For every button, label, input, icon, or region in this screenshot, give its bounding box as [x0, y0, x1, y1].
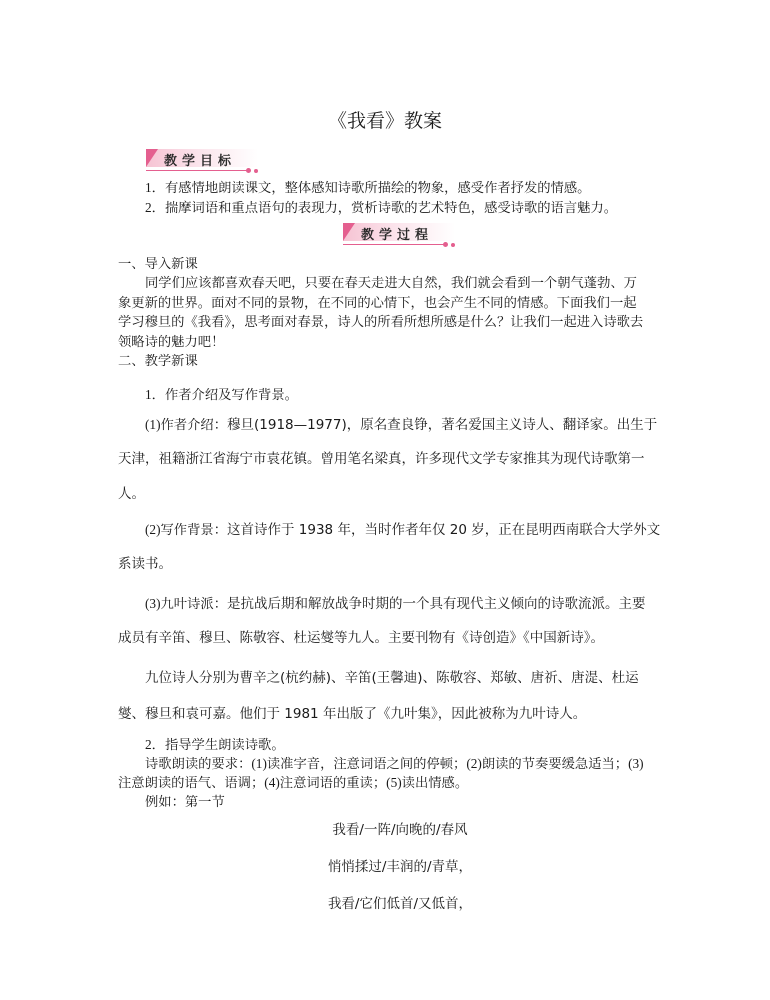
intro-line: 领略诗的魅力吧！ — [118, 334, 225, 349]
banner-dot-icon — [451, 243, 455, 247]
intro-line: 学习穆旦的《我看》，思考面对春景，诗人的所看所想所感是什么？让我们一起进入诗歌去 — [118, 314, 644, 329]
poem-line: 悄悄揉过/丰润的/青草， — [327, 859, 473, 875]
banner-corner-icon — [343, 223, 355, 241]
step-heading: 1．作者介绍及写作背景。 — [145, 387, 298, 402]
part-heading: 一、导入新课 — [118, 256, 198, 271]
author-label: (1)作者介绍： — [145, 417, 227, 432]
poem-line: 我看/它们低首/又低首， — [327, 896, 473, 912]
banner-dot-icon — [443, 242, 448, 247]
background-line: 系读书。 — [118, 556, 172, 572]
author-line: 人。 — [118, 486, 145, 502]
goal-item: 2．揣摩词语和重点语句的表现力，赏析诗歌的艺术特色，感受诗歌的语言魅力。 — [145, 200, 618, 215]
banner-corner-icon — [146, 149, 158, 167]
author-line: 天津，祖籍浙江省海宁市袁花镇。曾用笔名梁真，许多现代文学专家推其为现代诗歌第一 — [118, 451, 645, 467]
intro-line: 同学们应该都喜欢春天吧，只要在春天走进大自然，我们就会看到一个朝气蓬勃、万 — [145, 275, 637, 290]
goal-item: 1．有感情地朗读课文，整体感知诗歌所描绘的物象，感受作者抒发的情感。 — [145, 180, 591, 195]
nine-leaves-line: 九位诗人分别为曹辛之(杭约赫)、辛笛(王馨迪)、陈敬容、郑敏、唐祈、唐湜、杜运 — [145, 670, 639, 686]
author-line — [145, 415, 657, 435]
step-heading: 2．指导学生朗读诗歌。 — [145, 737, 285, 752]
poem-line: 我看/一阵/向晚的/春风 — [332, 822, 468, 838]
page-title: 《我看》教案 — [327, 111, 442, 132]
banner-dot-icon — [246, 168, 251, 173]
nine-leaves-label: (3)九叶诗派： — [145, 596, 227, 611]
nine-leaves-text: 是抗战后期和解放战争时期的一个具有现代主义倾向的诗歌流派。主要 — [227, 596, 646, 612]
reading-requirement-line: 注意朗读的语气、语调；(4)注意词语的重读；(5)读出情感。 — [118, 775, 469, 790]
reading-requirement-line: 诗歌朗读的要求：(1)读准字音，注意词语之间的停顿；(2)朗读的节奏要缓急适当；(3) — [145, 756, 644, 771]
banner-heading: 教学目标 — [164, 153, 237, 168]
author-text: 穆旦(1918—1977)，原名查良铮，著名爱国主义诗人、翻译家。出生于 — [227, 417, 658, 433]
background-line — [145, 520, 660, 540]
nine-leaves-line: 燮、穆旦和袁可嘉。他们于 1981 年出版了《九叶集》，因此被称为九叶诗人。 — [118, 706, 587, 722]
banner-underline — [343, 244, 447, 245]
banner-underline — [146, 170, 250, 171]
nine-leaves-line: 成员有辛笛、穆旦、陈敬容、杜运燮等九人。主要刊物有《诗创造》《中国新诗》。 — [118, 630, 604, 646]
part-heading: 二、教学新课 — [118, 353, 198, 368]
nine-leaves-line — [145, 594, 646, 614]
banner-heading: 教学过程 — [361, 227, 434, 242]
banner-dot-icon — [254, 169, 258, 173]
background-text: 这首诗作于 1938 年，当时作者年仅 20 岁，正在昆明西南联合大学外文 — [227, 522, 661, 538]
example-label: 例如：第一节 — [145, 794, 225, 809]
intro-line: 象更新的世界。面对不同的景物，在不同的心情下，也会产生不同的情感。下面我们一起 — [118, 295, 637, 310]
background-label: (2)写作背景： — [145, 522, 227, 537]
